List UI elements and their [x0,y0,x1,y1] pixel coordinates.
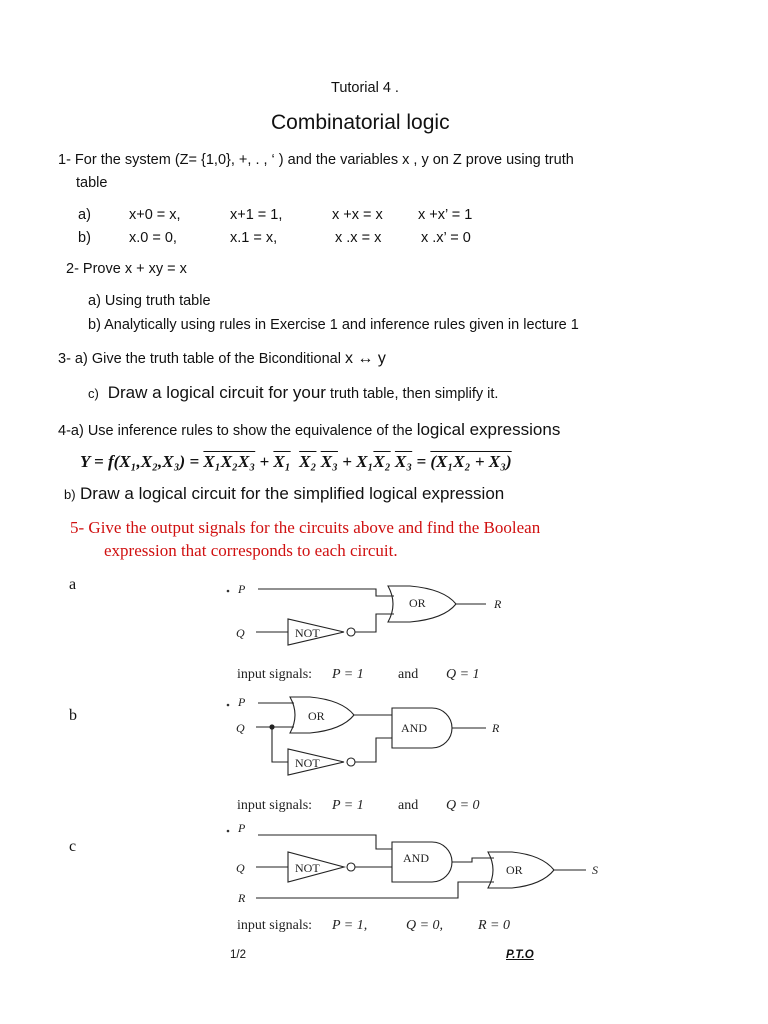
circuit-b-or-label: OR [308,709,325,723]
circuit-a-label: a [69,576,77,593]
circuit-b-signal-and: and [398,798,419,813]
circuit-a-not-label: NOT [295,626,320,640]
q1-row-b-c1: x.0 = 0, [129,230,177,246]
circuit-c-wire-and-or [452,858,494,862]
q1-row-a-c2: x+1 = 1, [230,207,283,223]
circuit-b-signals-prefix: input signals: [237,798,313,813]
circuit-c-or-label: OR [506,863,523,877]
circuit-a-input-p: P [238,582,246,596]
eq-t2b: X₂ [299,452,317,471]
q3-part-c-text1: Draw a logical circuit for your [107,383,326,402]
circuit-c-not-bubble [347,863,355,871]
circuit-a-signal-q: Q = 1 [446,667,480,682]
q1-row-a-c1: x+0 = x, [129,207,181,223]
circuit-a-signal-and: and [398,667,419,682]
page-number: 1/2 [230,949,246,961]
q3-part-c-label: c) [88,386,99,401]
circuit-c-signal-p: P = 1, [332,918,368,933]
q1-text-line1: 1- For the system (Z= {1,0}, +, . , ‘ ) and the variables x , y on Z prove using truth [58,152,574,168]
circuit-c-wire-p [258,835,392,849]
circuit-c-signal-r: R = 0 [478,918,510,933]
pto-label: P.T.O [506,949,534,961]
q3-part-c-text2: truth table, then simplify it. [325,386,499,402]
eq-lhs: Y = f(X₁,X₂,X₃) = [80,452,204,471]
circuit-b-dot [227,704,230,707]
circuit-b-and-label: AND [401,721,427,735]
q5-line2: expression that corresponds to each circuit. [104,541,398,560]
circuit-a-signals-prefix: input signals: [237,667,313,682]
q3-biconditional: x ↔ y [344,350,386,367]
circuit-c-wire-r [256,882,494,898]
eq-rhs: (X₁X₂ + X₃) [430,452,512,471]
q4-part-b-text: Draw a logical circuit for the simplified logical expression [80,484,505,503]
q1-row-a-c3: x +x = x [332,207,383,223]
q1-row-b-c4: x .x’ = 0 [421,230,471,246]
q1-row-b-label: b) [78,230,91,246]
eq-plus2: + X₁ [337,452,374,471]
eq-t2c: X₃ [320,452,338,471]
q3-part-a-text: 3- a) Give the truth table of the Biconditional [58,351,345,367]
circuit-a-signal-p: P = 1 [332,667,364,682]
q1-row-b-c3: x .x = x [335,230,382,246]
circuit-b-wire-q-branch [272,727,288,762]
q1-row-a-c4: x +x’ = 1 [418,207,473,223]
page-title: Combinatorial logic [271,111,450,134]
q1-text-line2: table [76,175,108,191]
circuit-c-signal-q: Q = 0, [406,918,444,933]
circuit-b-not-bubble [347,758,355,766]
circuit-a-not-bubble [347,628,355,636]
circuit-a-output-r: R [494,597,502,611]
circuit-c-input-r: R [238,891,246,905]
circuit-b-output-r: R [492,721,500,735]
circuit-c-not-label: NOT [295,861,320,875]
eq-t3b: X₃ [394,452,413,471]
q2-title: 2- Prove x + xy = x [66,261,187,277]
circuit-b-wire-not-and [355,738,392,762]
circuit-b-label: b [69,707,77,724]
q4-part-a-text: 4-a) Use inference rules to show the equivalence of the [58,423,417,439]
circuit-b-junction-dot [269,724,274,729]
q1-row-b-c2: x.1 = x, [230,230,278,246]
circuit-a-input-q: Q [236,626,245,640]
circuit-b-not-label: NOT [295,756,320,770]
circuit-c-signals-prefix: input signals: [237,918,313,933]
q2-part-a: a) Using truth table [88,293,211,309]
circuit-b-input-p: P [238,695,246,709]
q1-row-a-label: a) [78,207,91,223]
q4-part-b-label: b) [64,487,76,502]
q2-part-b: b) Analytically using rules in Exercise 1 and inference rules given in lecture 1 [88,317,579,333]
circuit-b [256,697,486,775]
tutorial-number: Tutorial 4 . [331,80,399,96]
circuit-a [256,586,486,645]
circuit-c-input-p: P [238,821,246,835]
q4-part-a-big: logical expressions [416,420,561,439]
circuit-c-and-label: AND [403,851,429,865]
circuit-c-output-s: S [592,863,598,877]
circuit-c-input-q: Q [236,861,245,875]
circuit-a-wire-p [258,589,394,596]
circuit-c-label: c [69,838,77,855]
circuit-b-signal-q: Q = 0 [446,798,480,813]
circuit-a-or-label: OR [409,596,426,610]
eq-t1b: X₂X₃ [220,452,256,471]
circuit-a-wire-not-or [355,614,394,632]
eq-t3a: X₂ [373,452,391,471]
circuit-a-dot [227,590,230,593]
circuit-b-signal-p: P = 1 [332,798,364,813]
eq-t2a: X₁ [273,452,291,471]
eq-t1a: X₁ [203,452,221,471]
circuit-c-dot [227,830,230,833]
eq-rhs-eq: = [412,452,431,471]
q5-line1: 5- Give the output signals for the circuits above and find the Boolean [70,518,541,537]
circuit-b-input-q: Q [236,721,245,735]
eq-plus1: + [255,452,274,471]
